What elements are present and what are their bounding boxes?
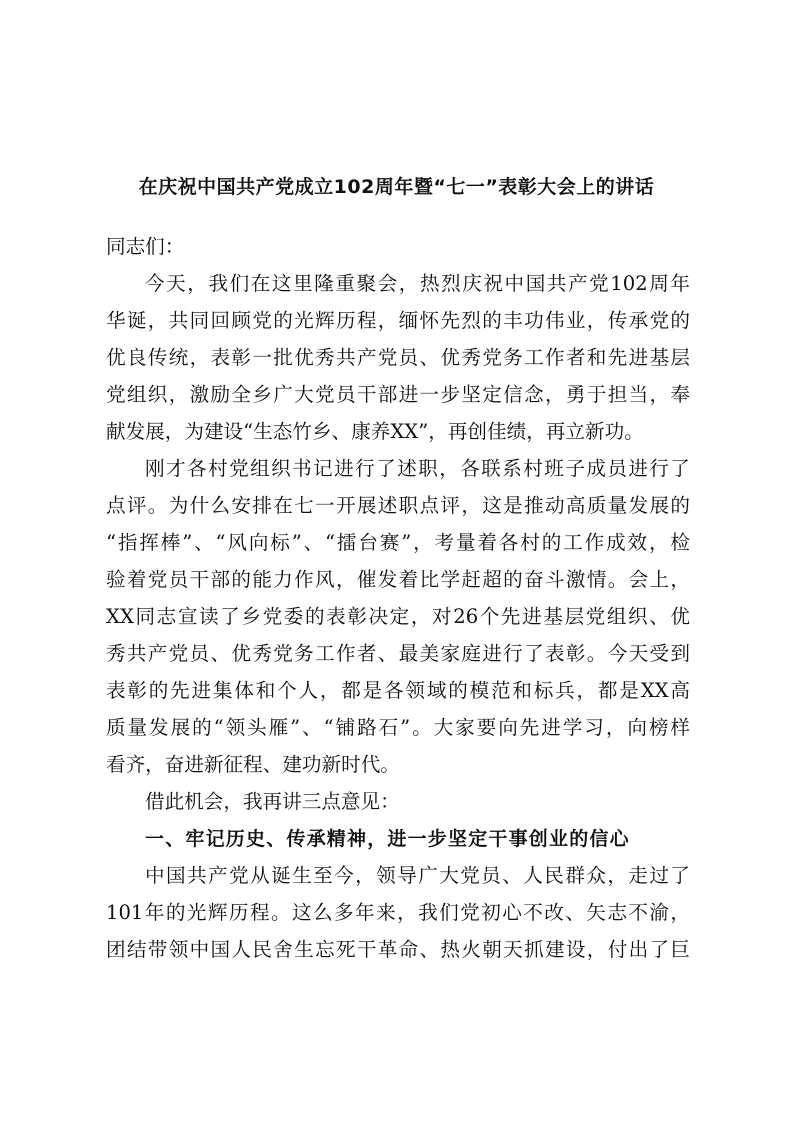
paragraph-1-line: 今天，我们在这里隆重聚会，热烈庆祝中国共产党102周年 [145,272,690,295]
paragraph-4-line: 101年的光辉历程。这么多年来，我们党初心不改、矢志不渝， [106,901,690,924]
paragraph-2-line: 点评。为什么安排在七一开展述职点评，这是推动高质量发展的 [106,494,690,517]
paragraph-2-line: 验着党员干部的能力作风，催发着比学赶超的奋斗激情。会上， [106,568,690,591]
salutation: 同志们： [106,235,185,258]
paragraph-1-line: 华诞，共同回顾党的光辉历程，缅怀先烈的丰功伟业，传承党的 [106,309,690,332]
paragraph-1-line: 优良传统，表彰一批优秀共产党员、优秀党务工作者和先进基层 [106,346,690,369]
paragraph-2-line: “指挥棒”、“风向标”、“擂台赛”，考量着各村的工作成效，检 [106,531,690,554]
paragraph-2-line: XX同志宣读了乡党委的表彰决定，对26个先进基层党组织、优 [106,605,690,628]
paragraph-2-line: 看齐，奋进新征程、建功新时代。 [106,753,400,776]
paragraph-2-line: 刚才各村党组织书记进行了述职，各联系村班子成员进行了 [145,457,690,480]
paragraph-4-line: 团结带领中国人民舍生忘死干革命、热火朝天抓建设，付出了巨 [106,938,690,961]
paragraph-2-line: 表彰的先进集体和个人，都是各领域的模范和标兵，都是XX高 [106,679,690,702]
section-heading-1: 一、牢记历史、传承精神，进一步坚定干事创业的信心 [145,828,630,850]
paragraph-1-line: 献发展，为建设“生态竹乡、康养XX”，再创佳绩，再立新功。 [106,420,644,443]
paragraph-3-line: 借此机会，我再讲三点意见： [145,790,400,813]
paragraph-4-line: 中国共产党从诞生至今，领导广大党员、人民群众，走过了 [145,864,690,887]
page-title: 在庆祝中国共产党成立102周年暨“七一”表彰大会上的讲话 [138,176,655,198]
paragraph-1-line: 党组织，激励全乡广大党员干部进一步坚定信念，勇于担当，奉 [106,383,690,406]
paragraph-2-line: 质量发展的“领头雁”、“铺路石”。大家要向先进学习，向榜样 [106,716,690,739]
paragraph-2-line: 秀共产党员、优秀党务工作者、最美家庭进行了表彰。今天受到 [106,642,690,665]
